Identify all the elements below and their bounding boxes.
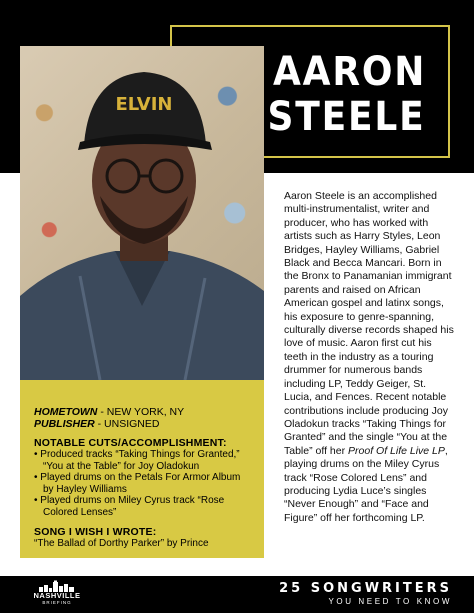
song-title: SONG I WISH I WROTE:: [34, 525, 157, 538]
footer-title: 25 SONGWRITERS: [279, 581, 452, 596]
cuts-item: • Played drums on Miley Cyrus track “Rose Colored Lenses”: [34, 495, 250, 518]
bio-italic-title: Proof Of Life Live LP: [348, 444, 445, 457]
cuts-item: • Played drums on the Petals For Armor Album by Hayley Williams: [34, 472, 250, 495]
cuts-list: [34, 449, 250, 519]
hometown-separator: -: [100, 406, 107, 418]
artist-portrait-illustration: [20, 46, 264, 380]
info-box: [20, 380, 264, 558]
logo-subtext: BRIEFING: [42, 600, 72, 605]
publisher-value: UNSIGNED: [104, 418, 160, 430]
cuts-item: • Produced tracks “Taking Things for Granted,” “You at the Table” for Joy Oladokun: [34, 449, 250, 472]
bio-part-2: , playing drums on the Miley Cyrus track “Rose Colored Lens” and producing Lydia Luce’s singles “Never Enough” and “Face and Figure” off her forthcoming LP.: [284, 444, 448, 524]
bio-part-1: Aaron Steele is an accomplished multi-instrumentalist, writer and producer, who has worked with artists such as Harry Styles, Leon Bridges, Hayley Williams, Gabriel Black and Becca Mancari. Born in the Bronx to Panamanian immigrant parents and raised on African American gospel and latinx songs, his exposure to genre-spanning, culturally diverse records shaped his love of music. Aaron first cut his teeth in the industry as a touring drummer for numerous bands including LP, Teddy Geiger, St. Lucia, and Fences. Recent notable contributions include producing Joy Oladokun tracks “Taking Things for Granted” and the single “You at the Table” off her: [284, 190, 454, 457]
cuts-title: NOTABLE CUTS/ACCOMPLISHMENT:: [34, 437, 227, 449]
artist-first-name: AARON: [272, 49, 426, 95]
publisher-row: [34, 418, 250, 430]
hometown-row: [34, 406, 250, 418]
song-value: “The Ballad of Dorthy Parker” by Prince: [34, 537, 209, 549]
artist-last-name: STEELE: [267, 94, 426, 140]
publisher-separator: -: [97, 418, 105, 430]
footer-subtitle: YOU NEED TO KNOW: [328, 597, 452, 606]
hometown-label: HOMETOWN: [34, 406, 98, 418]
footer: [0, 576, 474, 613]
hometown-value: NEW YORK, NY: [106, 406, 185, 418]
bio-text: [284, 190, 454, 525]
cap-text: ELVIN: [115, 94, 173, 115]
logo-wordmark: NASHVILLE: [33, 591, 81, 600]
nashville-briefing-logo: [22, 580, 92, 610]
publisher-label: PUBLISHER: [34, 418, 95, 430]
artist-photo: [20, 46, 264, 380]
